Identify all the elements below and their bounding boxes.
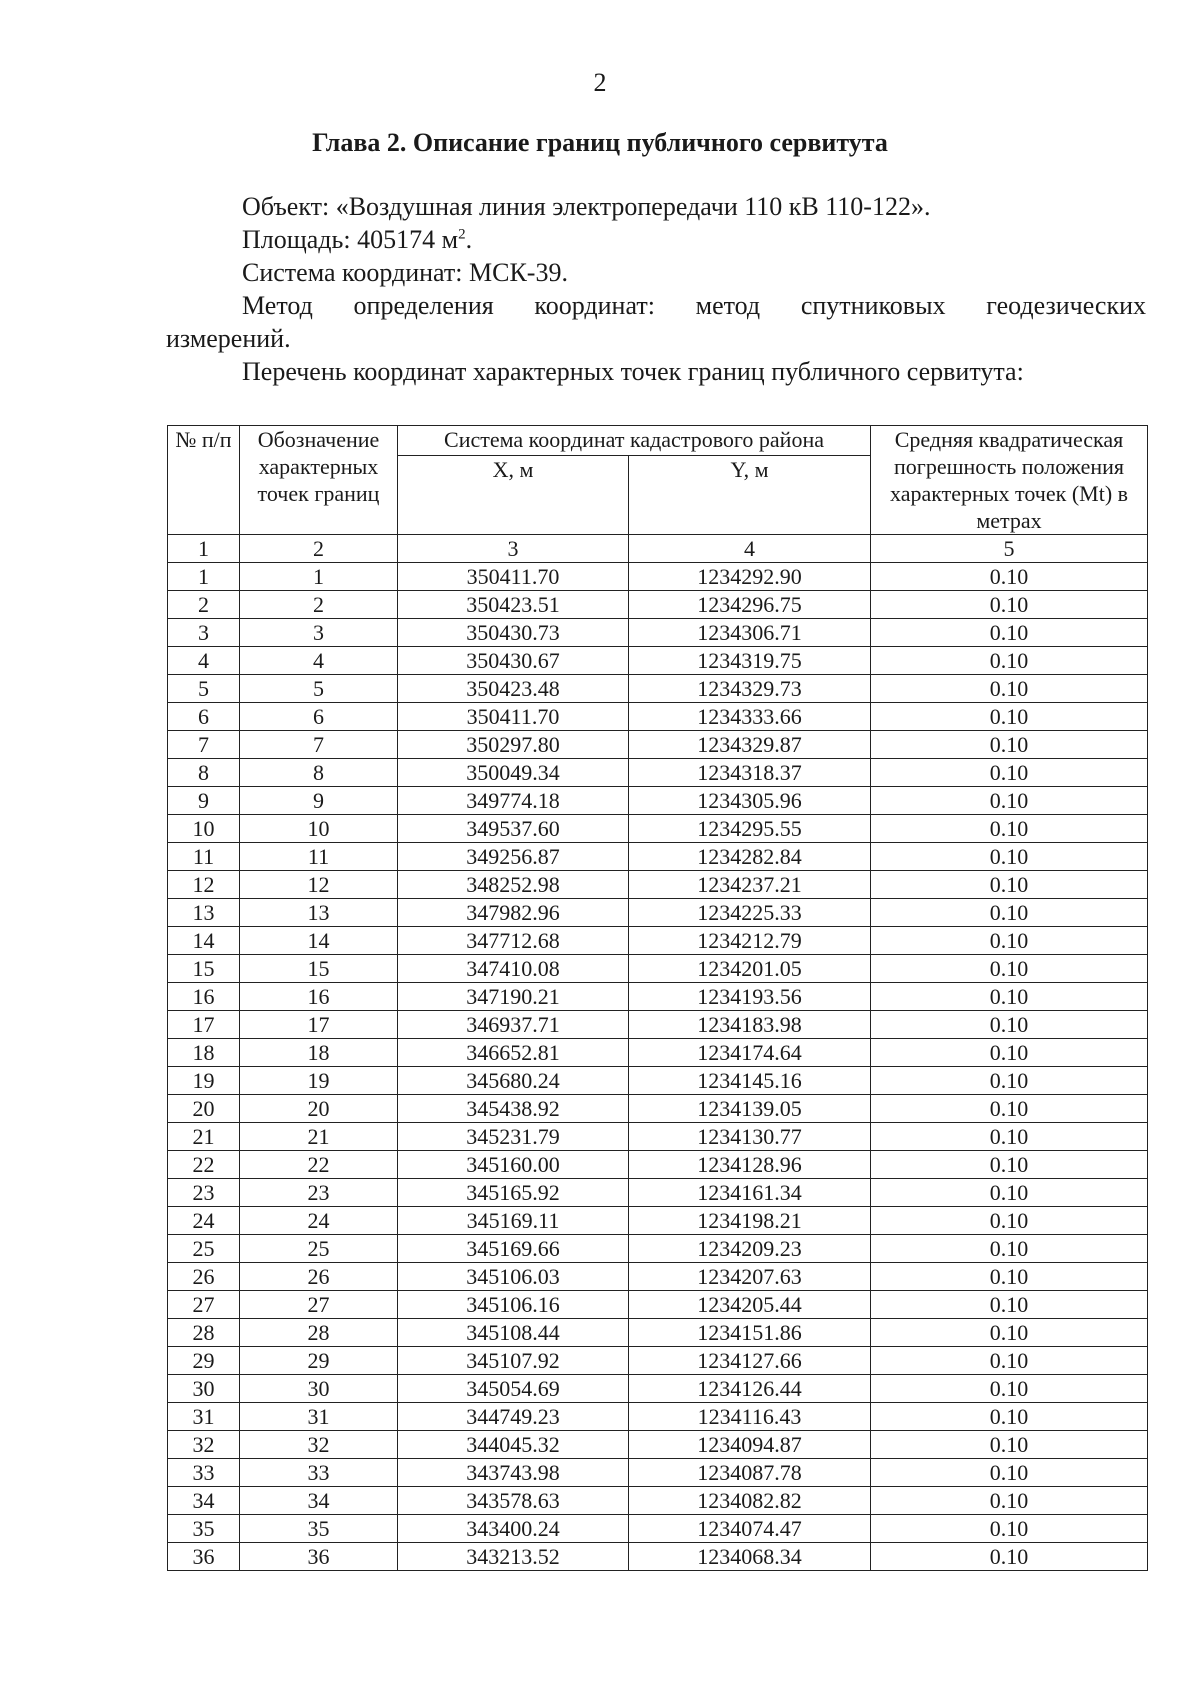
error-cell: 0.10 bbox=[871, 1011, 1148, 1039]
row-number-cell: 14 bbox=[168, 927, 240, 955]
point-designation-cell: 8 bbox=[240, 759, 398, 787]
point-designation-cell: 7 bbox=[240, 731, 398, 759]
table-row bbox=[168, 1431, 1148, 1459]
x-coordinate-cell: 343578.63 bbox=[398, 1487, 629, 1515]
y-coordinate-cell: 1234333.66 bbox=[629, 703, 871, 731]
point-designation-cell: 34 bbox=[240, 1487, 398, 1515]
y-coordinate-cell: 1234068.34 bbox=[629, 1543, 871, 1571]
table-row bbox=[168, 871, 1148, 899]
row-number-cell: 22 bbox=[168, 1151, 240, 1179]
table-row bbox=[168, 647, 1148, 675]
y-coordinate-cell: 1234145.16 bbox=[629, 1067, 871, 1095]
x-coordinate-cell: 347190.21 bbox=[398, 983, 629, 1011]
table-header-row bbox=[168, 426, 1148, 456]
row-number-cell: 25 bbox=[168, 1235, 240, 1263]
x-coordinate-cell: 345169.11 bbox=[398, 1207, 629, 1235]
x-coordinate-cell: 347410.08 bbox=[398, 955, 629, 983]
error-cell: 0.10 bbox=[871, 787, 1148, 815]
table-row bbox=[168, 815, 1148, 843]
table-row bbox=[168, 1151, 1148, 1179]
y-coordinate-cell: 1234139.05 bbox=[629, 1095, 871, 1123]
error-cell: 0.10 bbox=[871, 1235, 1148, 1263]
header-x: X, м bbox=[398, 455, 629, 534]
error-cell: 0.10 bbox=[871, 647, 1148, 675]
point-designation-cell: 19 bbox=[240, 1067, 398, 1095]
error-cell: 0.10 bbox=[871, 1067, 1148, 1095]
point-designation-cell: 17 bbox=[240, 1011, 398, 1039]
x-coordinate-cell: 347982.96 bbox=[398, 899, 629, 927]
header-coord-system: Система координат кадастрового района bbox=[398, 426, 871, 456]
x-coordinate-cell: 345107.92 bbox=[398, 1347, 629, 1375]
x-coordinate-cell: 347712.68 bbox=[398, 927, 629, 955]
table-row bbox=[168, 703, 1148, 731]
error-cell: 0.10 bbox=[871, 731, 1148, 759]
point-designation-cell: 4 bbox=[240, 647, 398, 675]
point-designation-cell: 26 bbox=[240, 1263, 398, 1291]
row-number-cell: 5 bbox=[168, 675, 240, 703]
table-row bbox=[168, 1067, 1148, 1095]
x-coordinate-cell: 350411.70 bbox=[398, 563, 629, 591]
y-coordinate-cell: 1234292.90 bbox=[629, 563, 871, 591]
error-cell: 0.10 bbox=[871, 1095, 1148, 1123]
x-coordinate-cell: 346937.71 bbox=[398, 1011, 629, 1039]
row-number-cell: 29 bbox=[168, 1347, 240, 1375]
row-number-cell: 28 bbox=[168, 1319, 240, 1347]
y-coordinate-cell: 1234161.34 bbox=[629, 1179, 871, 1207]
x-coordinate-cell: 349774.18 bbox=[398, 787, 629, 815]
table-row bbox=[168, 675, 1148, 703]
point-designation-cell: 21 bbox=[240, 1123, 398, 1151]
column-number: 4 bbox=[629, 535, 871, 563]
x-coordinate-cell: 350430.73 bbox=[398, 619, 629, 647]
table-row bbox=[168, 1487, 1148, 1515]
y-coordinate-cell: 1234198.21 bbox=[629, 1207, 871, 1235]
table-row bbox=[168, 1263, 1148, 1291]
coordinates-body bbox=[168, 563, 1148, 1571]
point-designation-cell: 9 bbox=[240, 787, 398, 815]
x-coordinate-cell: 345106.16 bbox=[398, 1291, 629, 1319]
row-number-cell: 6 bbox=[168, 703, 240, 731]
object-info bbox=[166, 190, 1146, 388]
object-line: Объект: «Воздушная линия электропередачи 110 кВ 110-122». bbox=[242, 192, 931, 221]
row-number-cell: 30 bbox=[168, 1375, 240, 1403]
x-coordinate-cell: 345108.44 bbox=[398, 1319, 629, 1347]
y-coordinate-cell: 1234126.44 bbox=[629, 1375, 871, 1403]
point-designation-cell: 27 bbox=[240, 1291, 398, 1319]
row-number-cell: 32 bbox=[168, 1431, 240, 1459]
error-cell: 0.10 bbox=[871, 1207, 1148, 1235]
error-cell: 0.10 bbox=[871, 759, 1148, 787]
table-row bbox=[168, 1375, 1148, 1403]
point-designation-cell: 16 bbox=[240, 983, 398, 1011]
row-number-cell: 36 bbox=[168, 1543, 240, 1571]
row-number-cell: 7 bbox=[168, 731, 240, 759]
y-coordinate-cell: 1234193.56 bbox=[629, 983, 871, 1011]
error-cell: 0.10 bbox=[871, 983, 1148, 1011]
y-coordinate-cell: 1234329.73 bbox=[629, 675, 871, 703]
y-coordinate-cell: 1234116.43 bbox=[629, 1403, 871, 1431]
area-unit-exponent: 2 bbox=[458, 226, 466, 243]
error-cell: 0.10 bbox=[871, 1291, 1148, 1319]
error-cell: 0.10 bbox=[871, 1375, 1148, 1403]
error-cell: 0.10 bbox=[871, 927, 1148, 955]
table-row bbox=[168, 1403, 1148, 1431]
point-designation-cell: 24 bbox=[240, 1207, 398, 1235]
x-coordinate-cell: 350297.80 bbox=[398, 731, 629, 759]
y-coordinate-cell: 1234225.33 bbox=[629, 899, 871, 927]
error-cell: 0.10 bbox=[871, 1487, 1148, 1515]
point-designation-cell: 31 bbox=[240, 1403, 398, 1431]
row-number-cell: 8 bbox=[168, 759, 240, 787]
point-designation-cell: 12 bbox=[240, 871, 398, 899]
table-row bbox=[168, 591, 1148, 619]
error-cell: 0.10 bbox=[871, 815, 1148, 843]
row-number-cell: 16 bbox=[168, 983, 240, 1011]
table-row bbox=[168, 1011, 1148, 1039]
y-coordinate-cell: 1234205.44 bbox=[629, 1291, 871, 1319]
error-cell: 0.10 bbox=[871, 1151, 1148, 1179]
row-number-cell: 19 bbox=[168, 1067, 240, 1095]
x-coordinate-cell: 349537.60 bbox=[398, 815, 629, 843]
row-number-cell: 21 bbox=[168, 1123, 240, 1151]
row-number-cell: 11 bbox=[168, 843, 240, 871]
point-designation-cell: 36 bbox=[240, 1543, 398, 1571]
y-coordinate-cell: 1234207.63 bbox=[629, 1263, 871, 1291]
error-cell: 0.10 bbox=[871, 1515, 1148, 1543]
column-number: 3 bbox=[398, 535, 629, 563]
area-line bbox=[166, 223, 1146, 256]
point-designation-cell: 18 bbox=[240, 1039, 398, 1067]
row-number-cell: 31 bbox=[168, 1403, 240, 1431]
point-designation-cell: 13 bbox=[240, 899, 398, 927]
column-number: 2 bbox=[240, 535, 398, 563]
point-designation-cell: 32 bbox=[240, 1431, 398, 1459]
y-coordinate-cell: 1234087.78 bbox=[629, 1459, 871, 1487]
y-coordinate-cell: 1234282.84 bbox=[629, 843, 871, 871]
row-number-cell: 1 bbox=[168, 563, 240, 591]
error-cell: 0.10 bbox=[871, 1263, 1148, 1291]
table-row bbox=[168, 1319, 1148, 1347]
row-number-cell: 26 bbox=[168, 1263, 240, 1291]
row-number-cell: 34 bbox=[168, 1487, 240, 1515]
row-number-cell: 15 bbox=[168, 955, 240, 983]
point-designation-cell: 1 bbox=[240, 563, 398, 591]
list-intro-line: Перечень координат характерных точек границ публичного сервитута: bbox=[242, 357, 1024, 386]
y-coordinate-cell: 1234183.98 bbox=[629, 1011, 871, 1039]
point-designation-cell: 30 bbox=[240, 1375, 398, 1403]
x-coordinate-cell: 350049.34 bbox=[398, 759, 629, 787]
point-designation-cell: 22 bbox=[240, 1151, 398, 1179]
x-coordinate-cell: 348252.98 bbox=[398, 871, 629, 899]
table-row bbox=[168, 1515, 1148, 1543]
point-designation-cell: 6 bbox=[240, 703, 398, 731]
x-coordinate-cell: 350411.70 bbox=[398, 703, 629, 731]
row-number-cell: 4 bbox=[168, 647, 240, 675]
header-error: Средняя квадратическая погрешность положения характерных точек (Mt) в метрах bbox=[871, 426, 1148, 535]
y-coordinate-cell: 1234127.66 bbox=[629, 1347, 871, 1375]
table-row bbox=[168, 899, 1148, 927]
y-coordinate-cell: 1234174.64 bbox=[629, 1039, 871, 1067]
error-cell: 0.10 bbox=[871, 619, 1148, 647]
table-row bbox=[168, 1347, 1148, 1375]
row-number-cell: 3 bbox=[168, 619, 240, 647]
point-designation-cell: 14 bbox=[240, 927, 398, 955]
point-designation-cell: 2 bbox=[240, 591, 398, 619]
error-cell: 0.10 bbox=[871, 955, 1148, 983]
error-cell: 0.10 bbox=[871, 1459, 1148, 1487]
y-coordinate-cell: 1234151.86 bbox=[629, 1319, 871, 1347]
column-numbers-row bbox=[168, 535, 1148, 563]
table-row bbox=[168, 1459, 1148, 1487]
row-number-cell: 33 bbox=[168, 1459, 240, 1487]
table-row bbox=[168, 1543, 1148, 1571]
x-coordinate-cell: 343743.98 bbox=[398, 1459, 629, 1487]
error-cell: 0.10 bbox=[871, 563, 1148, 591]
row-number-cell: 17 bbox=[168, 1011, 240, 1039]
row-number-cell: 10 bbox=[168, 815, 240, 843]
table-row bbox=[168, 1235, 1148, 1263]
error-cell: 0.10 bbox=[871, 1319, 1148, 1347]
error-cell: 0.10 bbox=[871, 871, 1148, 899]
method-line-continuation: измерений. bbox=[166, 324, 291, 353]
y-coordinate-cell: 1234237.21 bbox=[629, 871, 871, 899]
row-number-cell: 18 bbox=[168, 1039, 240, 1067]
point-designation-cell: 10 bbox=[240, 815, 398, 843]
x-coordinate-cell: 344045.32 bbox=[398, 1431, 629, 1459]
coord-system-line: Система координат: МСК-39. bbox=[242, 258, 568, 287]
y-coordinate-cell: 1234318.37 bbox=[629, 759, 871, 787]
point-designation-cell: 20 bbox=[240, 1095, 398, 1123]
point-designation-cell: 25 bbox=[240, 1235, 398, 1263]
y-coordinate-cell: 1234296.75 bbox=[629, 591, 871, 619]
table-row bbox=[168, 563, 1148, 591]
row-number-cell: 13 bbox=[168, 899, 240, 927]
table-row bbox=[168, 955, 1148, 983]
x-coordinate-cell: 350430.67 bbox=[398, 647, 629, 675]
area-label: Площадь: 405174 м bbox=[242, 225, 459, 254]
row-number-cell: 2 bbox=[168, 591, 240, 619]
table-row bbox=[168, 787, 1148, 815]
row-number-cell: 12 bbox=[168, 871, 240, 899]
column-number: 5 bbox=[871, 535, 1148, 563]
y-coordinate-cell: 1234329.87 bbox=[629, 731, 871, 759]
error-cell: 0.10 bbox=[871, 843, 1148, 871]
y-coordinate-cell: 1234128.96 bbox=[629, 1151, 871, 1179]
row-number-cell: 23 bbox=[168, 1179, 240, 1207]
row-number-cell: 9 bbox=[168, 787, 240, 815]
x-coordinate-cell: 343400.24 bbox=[398, 1515, 629, 1543]
table-row bbox=[168, 1123, 1148, 1151]
x-coordinate-cell: 345165.92 bbox=[398, 1179, 629, 1207]
point-designation-cell: 11 bbox=[240, 843, 398, 871]
method-line: Метод определения координат: метод спутниковых геодезических bbox=[242, 291, 1146, 320]
y-coordinate-cell: 1234201.05 bbox=[629, 955, 871, 983]
table-row bbox=[168, 927, 1148, 955]
error-cell: 0.10 bbox=[871, 1431, 1148, 1459]
y-coordinate-cell: 1234295.55 bbox=[629, 815, 871, 843]
error-cell: 0.10 bbox=[871, 1347, 1148, 1375]
point-designation-cell: 33 bbox=[240, 1459, 398, 1487]
area-end: . bbox=[465, 225, 473, 254]
y-coordinate-cell: 1234074.47 bbox=[629, 1515, 871, 1543]
x-coordinate-cell: 345054.69 bbox=[398, 1375, 629, 1403]
y-coordinate-cell: 1234212.79 bbox=[629, 927, 871, 955]
x-coordinate-cell: 349256.87 bbox=[398, 843, 629, 871]
table-row bbox=[168, 983, 1148, 1011]
table-row bbox=[168, 1207, 1148, 1235]
row-number-cell: 35 bbox=[168, 1515, 240, 1543]
x-coordinate-cell: 345106.03 bbox=[398, 1263, 629, 1291]
table-row bbox=[168, 619, 1148, 647]
error-cell: 0.10 bbox=[871, 899, 1148, 927]
y-coordinate-cell: 1234130.77 bbox=[629, 1123, 871, 1151]
point-designation-cell: 35 bbox=[240, 1515, 398, 1543]
error-cell: 0.10 bbox=[871, 703, 1148, 731]
y-coordinate-cell: 1234094.87 bbox=[629, 1431, 871, 1459]
point-designation-cell: 28 bbox=[240, 1319, 398, 1347]
error-cell: 0.10 bbox=[871, 1179, 1148, 1207]
point-designation-cell: 5 bbox=[240, 675, 398, 703]
point-designation-cell: 29 bbox=[240, 1347, 398, 1375]
point-designation-cell: 23 bbox=[240, 1179, 398, 1207]
header-num: № п/п bbox=[168, 426, 240, 535]
point-designation-cell: 3 bbox=[240, 619, 398, 647]
table-row bbox=[168, 731, 1148, 759]
error-cell: 0.10 bbox=[871, 1403, 1148, 1431]
y-coordinate-cell: 1234209.23 bbox=[629, 1235, 871, 1263]
row-number-cell: 24 bbox=[168, 1207, 240, 1235]
y-coordinate-cell: 1234305.96 bbox=[629, 787, 871, 815]
x-coordinate-cell: 350423.48 bbox=[398, 675, 629, 703]
x-coordinate-cell: 346652.81 bbox=[398, 1039, 629, 1067]
x-coordinate-cell: 350423.51 bbox=[398, 591, 629, 619]
y-coordinate-cell: 1234082.82 bbox=[629, 1487, 871, 1515]
x-coordinate-cell: 345160.00 bbox=[398, 1151, 629, 1179]
x-coordinate-cell: 343213.52 bbox=[398, 1543, 629, 1571]
x-coordinate-cell: 345680.24 bbox=[398, 1067, 629, 1095]
x-coordinate-cell: 345231.79 bbox=[398, 1123, 629, 1151]
x-coordinate-cell: 345169.66 bbox=[398, 1235, 629, 1263]
x-coordinate-cell: 344749.23 bbox=[398, 1403, 629, 1431]
header-y: Y, м bbox=[629, 455, 871, 534]
error-cell: 0.10 bbox=[871, 1039, 1148, 1067]
table-row bbox=[168, 1095, 1148, 1123]
point-designation-cell: 15 bbox=[240, 955, 398, 983]
chapter-title: Глава 2. Описание границ публичного сервитута bbox=[312, 128, 888, 157]
row-number-cell: 20 bbox=[168, 1095, 240, 1123]
coordinates-table bbox=[167, 425, 1148, 1571]
error-cell: 0.10 bbox=[871, 1123, 1148, 1151]
table-row bbox=[168, 1179, 1148, 1207]
y-coordinate-cell: 1234319.75 bbox=[629, 647, 871, 675]
table-row bbox=[168, 843, 1148, 871]
error-cell: 0.10 bbox=[871, 1543, 1148, 1571]
y-coordinate-cell: 1234306.71 bbox=[629, 619, 871, 647]
row-number-cell: 27 bbox=[168, 1291, 240, 1319]
error-cell: 0.10 bbox=[871, 591, 1148, 619]
x-coordinate-cell: 345438.92 bbox=[398, 1095, 629, 1123]
page-number: 2 bbox=[593, 68, 607, 97]
table-row bbox=[168, 759, 1148, 787]
header-designation: Обозначение характерных точек границ bbox=[240, 426, 398, 535]
column-number: 1 bbox=[168, 535, 240, 563]
error-cell: 0.10 bbox=[871, 675, 1148, 703]
table-row bbox=[168, 1291, 1148, 1319]
table-row bbox=[168, 1039, 1148, 1067]
